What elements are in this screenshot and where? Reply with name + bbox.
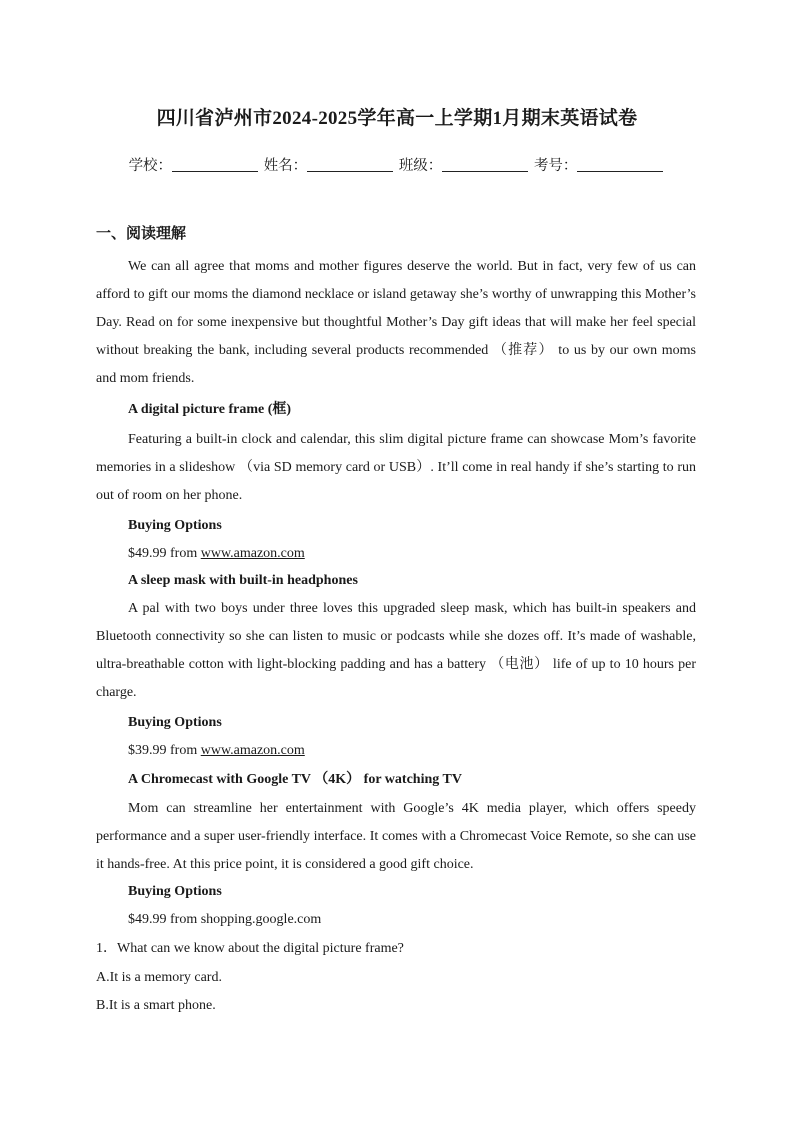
- name-field: [264, 154, 396, 175]
- product-1-price: $49.99 from: [128, 546, 201, 561]
- student-info-row: [0, 154, 794, 175]
- product-1-price-row: [128, 544, 305, 564]
- product-2-price: $39.99 from: [128, 743, 201, 758]
- product-2-buying-label: Buying Options: [128, 715, 222, 730]
- product-3-buying-label: Buying Options: [128, 884, 222, 899]
- exam-title: 四川省泸州市2024-2025学年高一上学期1月期末英语试卷: [156, 108, 638, 129]
- question-1-stem: 1．What can we know about the digital picture frame?: [96, 941, 404, 956]
- product-3-price: $49.99 from shopping.google.com: [128, 912, 322, 927]
- product-1-description-text: Featuring a built-in clock and calendar, this slim digital picture frame can showcase Mom’s favorite memories in a slideshow （via SD memory card or USB）. It’ll come in real handy if she’s starting to run out of room on her phone.: [96, 432, 696, 503]
- product-3-description: [96, 795, 696, 879]
- question-1-option-a[interactable]: A.It is a memory card.: [96, 970, 222, 985]
- section-heading: 一、阅读理解: [96, 226, 187, 242]
- product-3-price-row: [128, 910, 321, 930]
- school-blank[interactable]: [172, 157, 258, 172]
- product-2-heading: A sleep mask with built-in headphones: [128, 573, 358, 588]
- product-1-buying-label: Buying Options: [128, 518, 222, 533]
- product-3-description-text: Mom can streamline her entertainment with Google’s 4K media player, which offers speedy performance and a super user-friendly interface. It comes with a Chromecast Voice Remote, so she can use it hands-free. At this price point, it is considered a good gift choice.: [96, 801, 696, 872]
- product-1-link[interactable]: www.amazon.com: [200, 546, 305, 561]
- exam-number-field: [534, 154, 666, 175]
- product-2-price-row: [128, 741, 305, 761]
- product-3-heading: A Chromecast with Google TV （4K） for watching TV: [128, 772, 462, 787]
- product-1-heading: A digital picture frame (框): [128, 402, 292, 417]
- class-blank[interactable]: [442, 157, 528, 172]
- intro-text: We can all agree that moms and mother figures deserve the world. But in fact, very few of us can afford to gift our moms the diamond necklace or island getaway she’s worthy of unwrapping this Mother’s Day. Read on for some inexpensive but thoughtful Mother’s Day gift ideas that will make her feel special without breaking the bank, including several products recommended （推荐） to us by our own moms and mom friends.: [96, 259, 696, 386]
- intro-paragraph: [96, 253, 696, 393]
- product-2-description-text: A pal with two boys under three loves this upgraded sleep mask, which has built-in speakers and Bluetooth connectivity so she can listen to music or podcasts while she dozes off. It’s made of washable, ultra-breathable cotton with light-blocking padding and has a battery （电池） life of up to 10 hours per charge.: [96, 601, 696, 700]
- school-label: 学校：: [128, 158, 173, 174]
- class-field: [399, 154, 531, 175]
- class-label: 班级：: [398, 158, 443, 174]
- name-blank[interactable]: [307, 157, 393, 172]
- school-field: [129, 154, 261, 175]
- product-1-description: [96, 426, 696, 510]
- product-2-link[interactable]: www.amazon.com: [200, 743, 305, 758]
- product-2-description: [96, 595, 696, 707]
- exam-number-label: 考号：: [533, 158, 578, 174]
- exam-number-blank[interactable]: [577, 157, 663, 172]
- question-1-option-b[interactable]: B.It is a smart phone.: [96, 998, 216, 1013]
- name-label: 姓名：: [263, 158, 308, 174]
